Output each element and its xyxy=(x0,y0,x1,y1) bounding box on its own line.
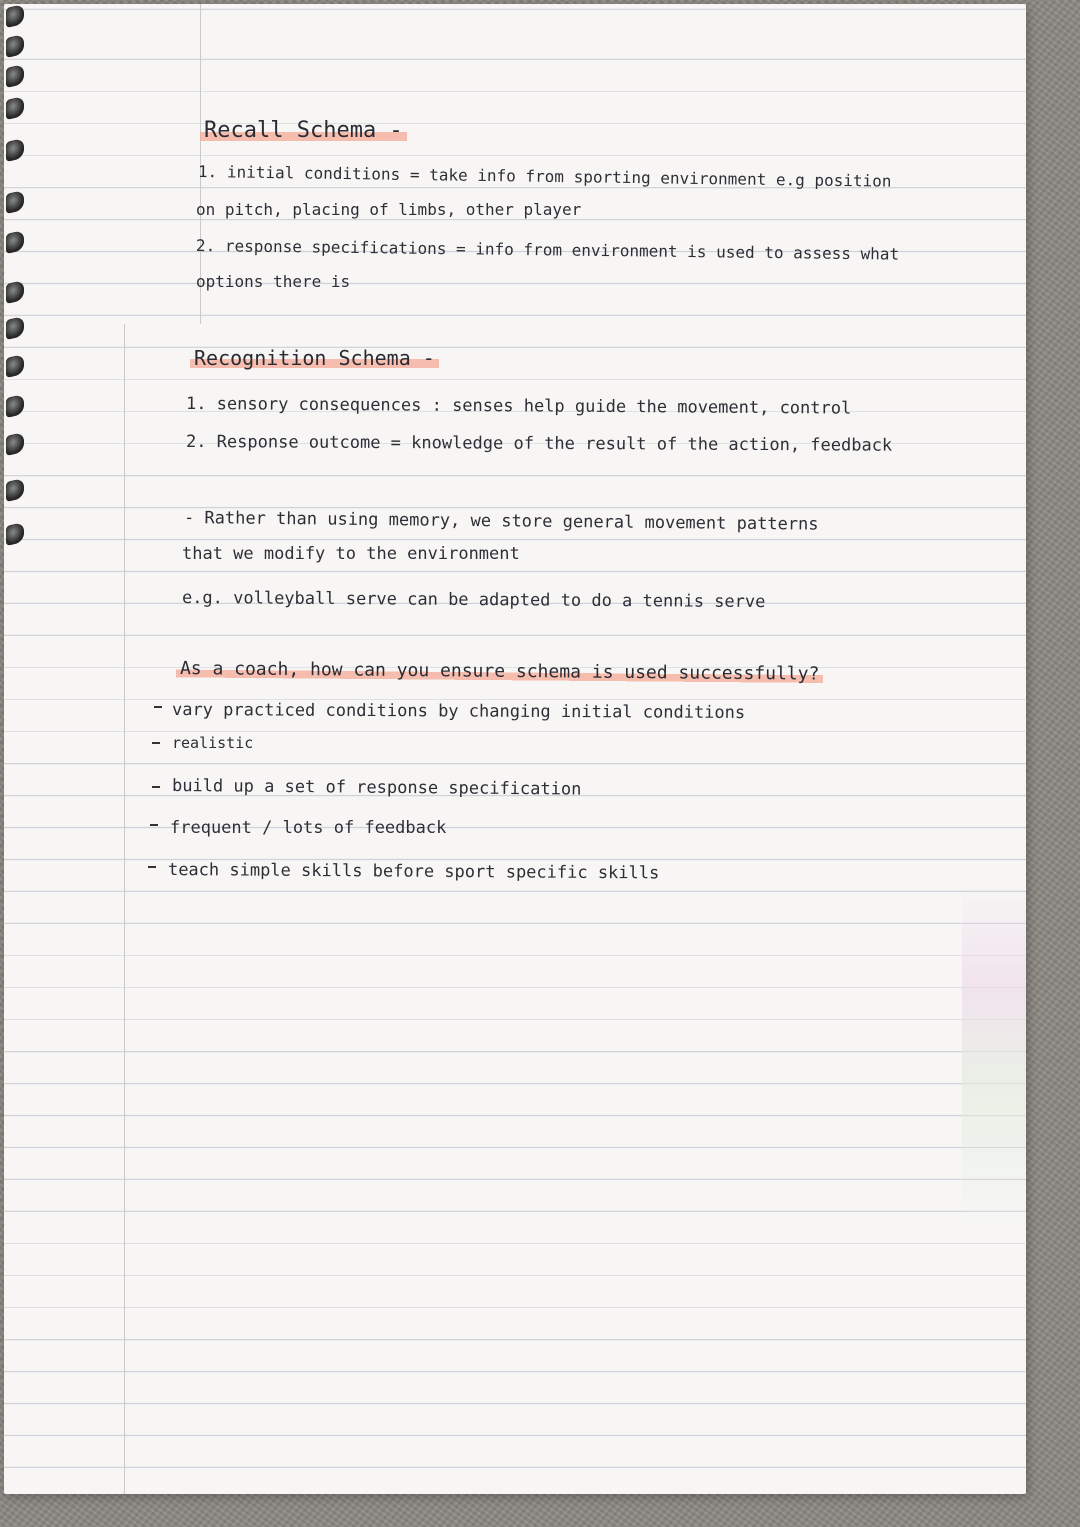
general-line: that we modify to the environment xyxy=(182,544,520,564)
coach-bullet: frequent / lots of feedback xyxy=(170,818,447,838)
coach-bullet: realistic xyxy=(172,734,254,752)
bullet-dash xyxy=(150,824,158,826)
recall-heading xyxy=(200,118,407,143)
bullet-dash xyxy=(152,786,160,788)
bullet-dash xyxy=(152,742,160,744)
recall-line: 1. initial conditions = take info from sporting environment e.g position xyxy=(197,162,892,191)
recognition-line: 2. Response outcome = knowledge of the result of the action, feedback xyxy=(185,432,893,456)
coach-heading xyxy=(176,658,824,685)
coach-bullet: vary practiced conditions by changing initial conditions xyxy=(171,700,746,724)
general-line: e.g. volleyball serve can be adapted to do a tennis serve xyxy=(181,588,766,613)
recall-line: 2. response specifications = info from environment is used to assess what xyxy=(195,236,900,264)
recognition-heading xyxy=(190,346,439,370)
recall-line: options there is xyxy=(196,272,351,291)
bullet-dash xyxy=(154,706,162,708)
coach-heading-text: As a coach, how can you ensure schema is used successfully? xyxy=(176,658,824,685)
coach-bullet: teach simple skills before sport specific skills xyxy=(167,860,660,884)
recall-line: on pitch, placing of limbs, other player xyxy=(196,200,582,219)
bullet-dash xyxy=(148,866,156,868)
recall-heading-text: Recall Schema - xyxy=(200,118,407,143)
recognition-line: 1. sensory consequences : senses help guide the movement, control xyxy=(185,394,852,419)
general-line: - Rather than using memory, we store general movement patterns xyxy=(183,508,819,535)
recognition-heading-text: Recognition Schema - xyxy=(190,346,439,370)
coach-bullet: build up a set of response specification xyxy=(171,776,582,800)
